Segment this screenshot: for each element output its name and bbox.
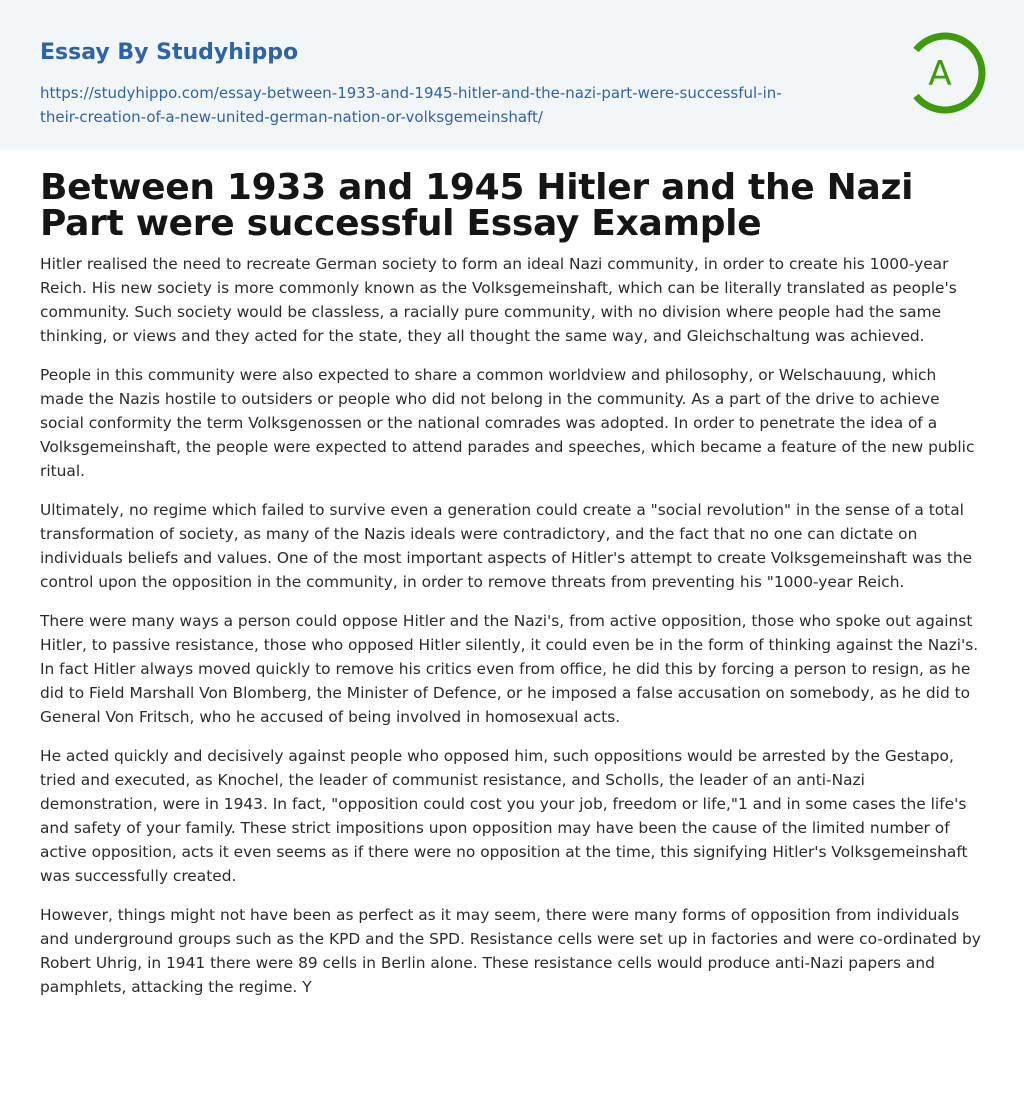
paragraph: There were many ways a person could oppose Hitler and the Nazi's, from active opposition, those who spoke out against Hitler, to passive resistance, those who opposed Hitler silently, it could even be in the form of thinking against the Nazi's. In fact Hitler always moved quickly to remove his critics even from office, he did this by forcing a person to resign, as he did to Field Marshall Von Blomberg, the Minister of Defence, or he imposed a false accusation on somebody, as he did to General Von Fritsch, who he accused of being involved in homosexual acts. <box>40 612 979 726</box>
logo-letter: A <box>928 54 952 94</box>
article <box>0 150 1024 999</box>
essay-url-link[interactable]: https://studyhippo.com/essay-between-1933-and-1945-hitler-and-the-nazi-part-were-successful-in-their-creation-of-a-new-united-german-nation-or-volksgemeinshaft/ <box>40 84 782 126</box>
paragraph: He acted quickly and decisively against people who opposed him, such oppositions would be arrested by the Gestapo, tried and executed, as Knochel, the leader of communist resistance, and Scholls, the leader of an anti-Nazi demonstration, were in 1943. In fact, "opposition could cost you your job, freedom or life,"1 and in some cases the life's and safety of your family. These strict impositions upon opposition may have been the cause of the limited number of active opposition, acts it even seems as if there were no opposition at the time, this signifying Hitler's Volksgemeinshaft was successfully created. <box>40 747 968 885</box>
paragraph: However, things might not have been as perfect as it may seem, there were many forms of opposition from individuals and underground groups such as the KPD and the SPD. Resistance cells were set up in factories and were co-ordinated by Robert Uhrig, in 1941 there were 89 cells in Berlin alone. These resistance cells would produce anti-Nazi papers and pamphlets, attacking the regime. Y <box>40 906 981 996</box>
brand-title: Essay By Studyhippo <box>40 40 299 65</box>
studyhippo-logo-icon[interactable] <box>900 28 990 118</box>
paragraph: Ultimately, no regime which failed to survive even a generation could create a "social revolution" in the sense of a total transformation of society, as many of the Nazis ideals were contradictory, and the fact that no one can dictate on individuals beliefs and values. One of the most important aspects of Hitler's attempt to create Volksgemeinshaft was the control upon the opposition in the community, in order to remove threats from preventing his "1000-year Reich. <box>40 501 973 591</box>
site-header <box>0 0 1024 150</box>
page-title: Between 1933 and 1945 Hitler and the Nazi Part were successful Essay Example <box>40 167 914 244</box>
article-body <box>40 252 984 999</box>
paragraph: Hitler realised the need to recreate German society to form an ideal Nazi community, in order to create his 1000-year Reich. His new society is more commonly known as the Volksgemeinshaft, which can be literally translated as people's community. Such society would be classless, a racially pure community, with no division where people had the same thinking, or views and they acted for the state, they all thought the same way, and Gleichschaltung was achieved. <box>40 255 957 345</box>
paragraph: People in this community were also expected to share a common worldview and philosophy, or Welschauung, which made the Nazis hostile to outsiders or people who did not belong in the community. As a part of the drive to achieve social conformity the term Volksgenossen or the national comrades was adopted. In order to penetrate the idea of a Volksgemeinshaft, the people were expected to attend parades and speeches, which became a feature of the new public ritual. <box>40 366 975 480</box>
